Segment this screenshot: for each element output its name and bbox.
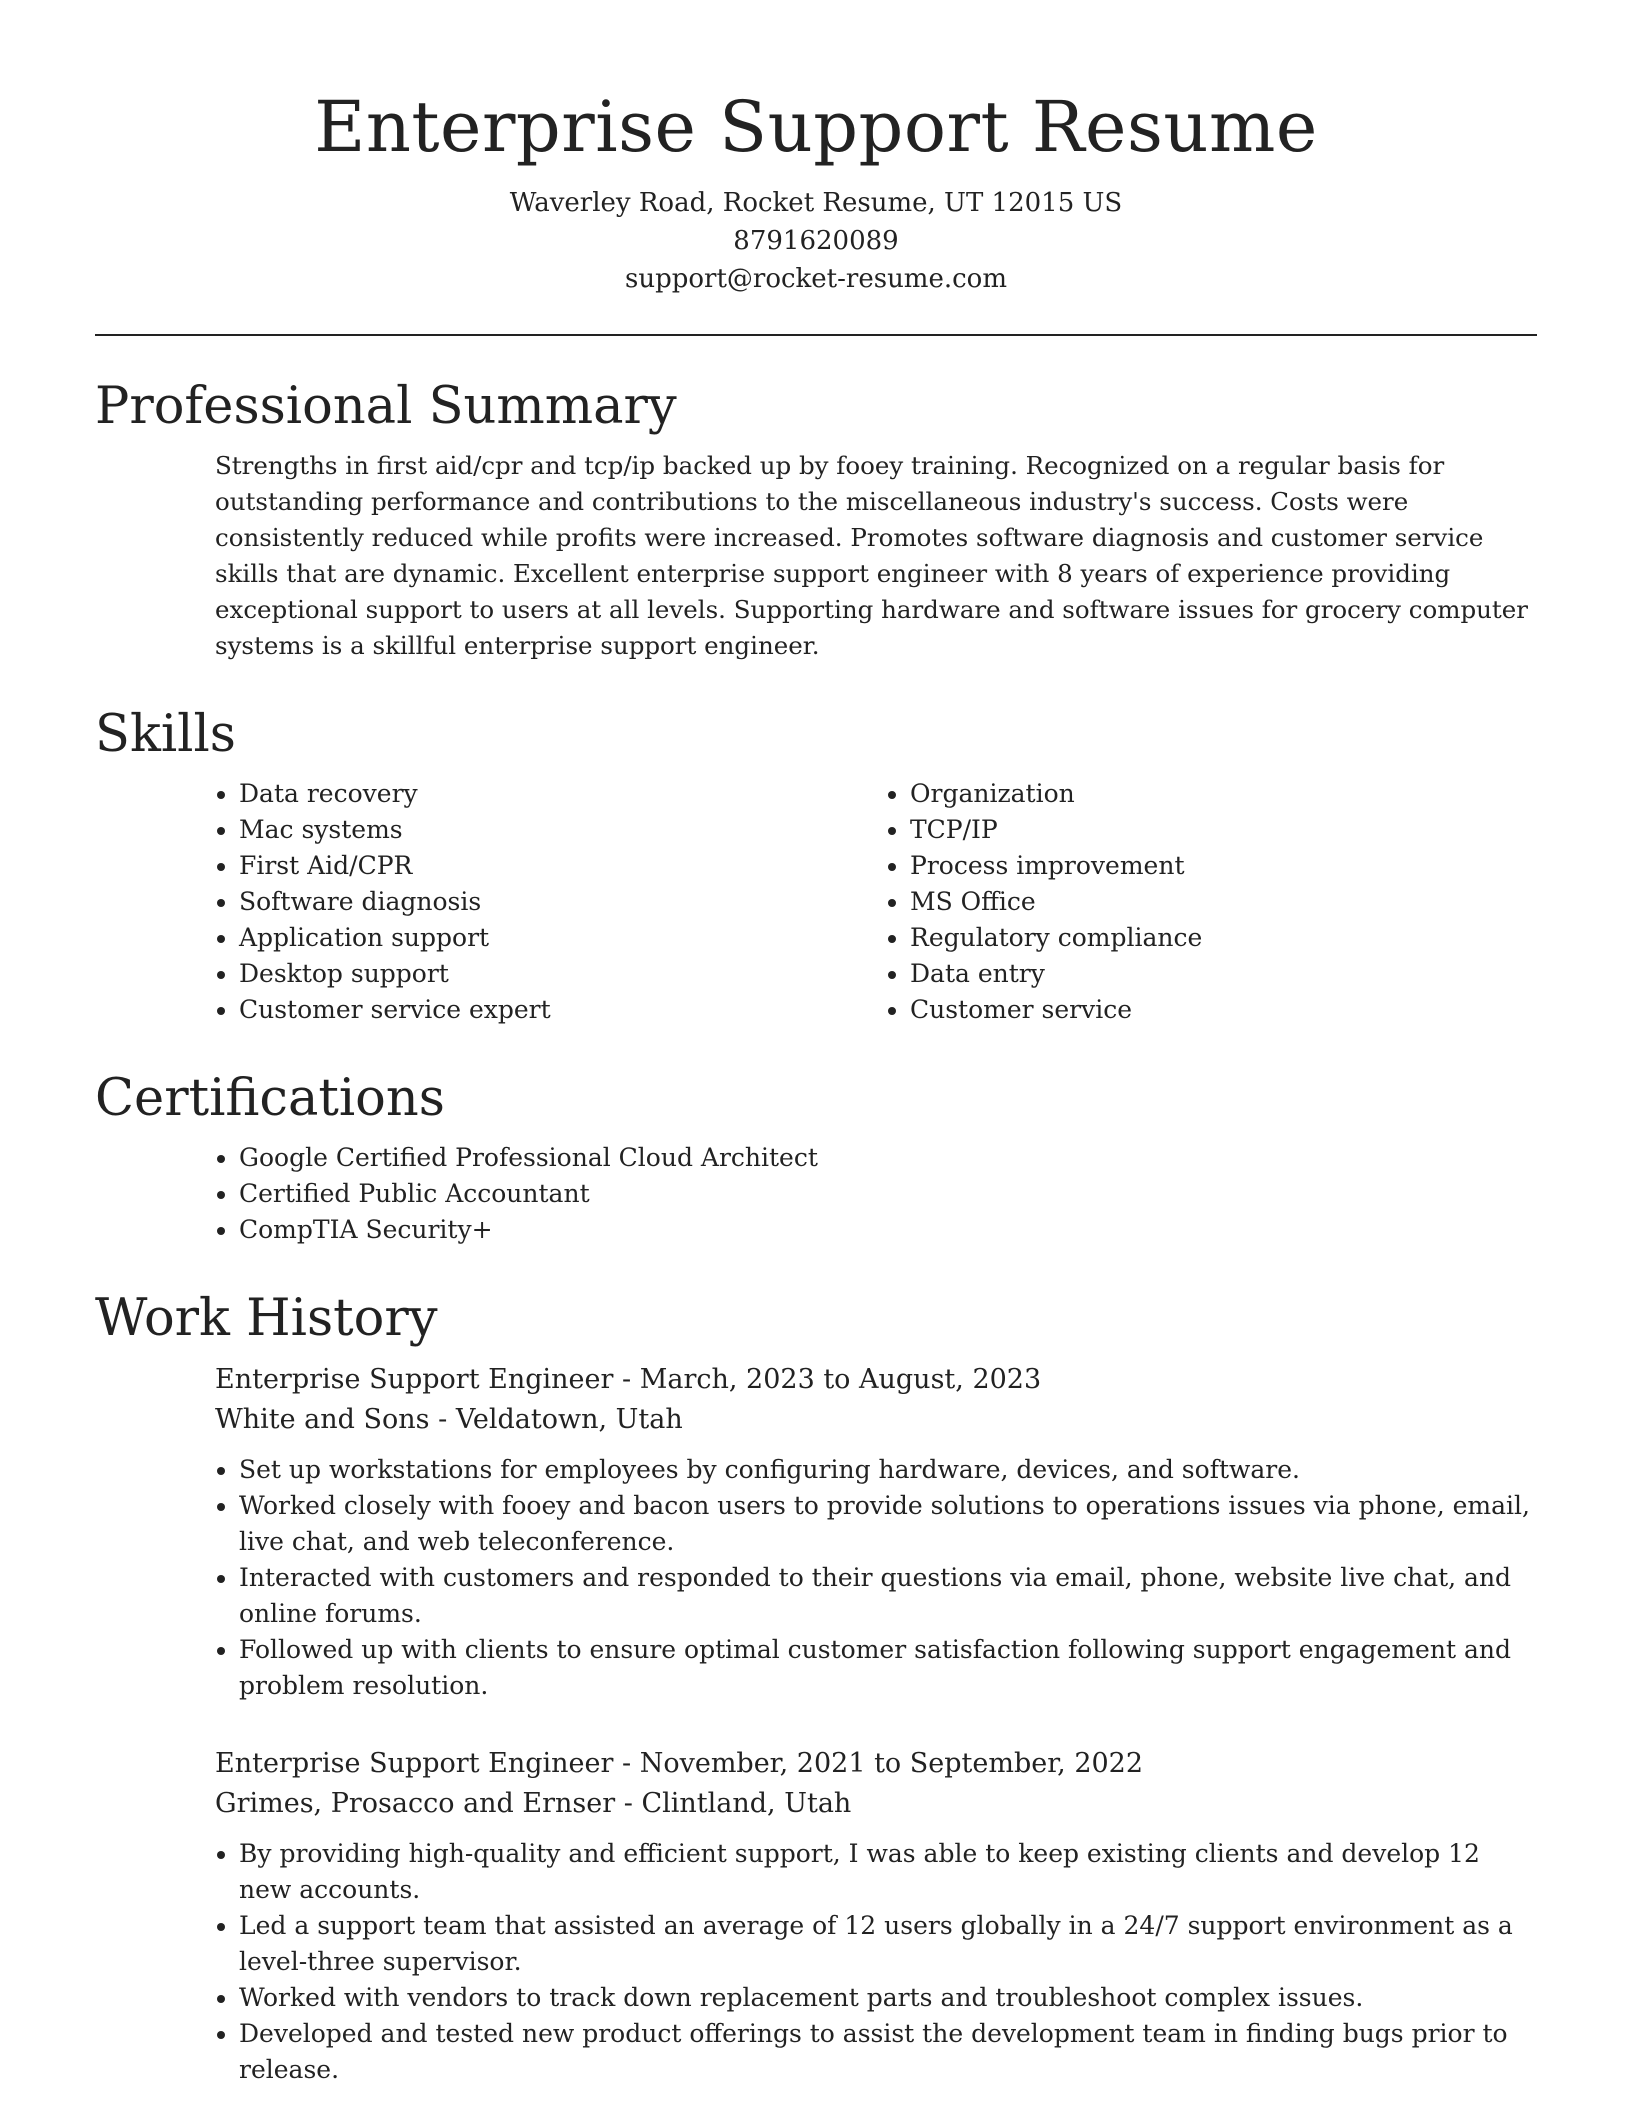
summary-section bbox=[95, 376, 1537, 664]
job-title: Enterprise Support Engineer bbox=[215, 1748, 614, 1779]
certification-item: • Google Certified Professional Cloud Architect bbox=[239, 1140, 1537, 1176]
skill-item: • Data recovery bbox=[239, 776, 866, 812]
skill-item: • Data entry bbox=[910, 956, 1537, 992]
skills-list-left bbox=[195, 776, 866, 1028]
resume-header bbox=[95, 0, 1537, 298]
job-company: White and Sons bbox=[215, 1404, 430, 1435]
summary-text: Strengths in first aid/cpr and tcp/ip backed up by fooey training. Recognized on a regular basis for outstanding performance and contributions to the miscellaneous industry's success. Costs were consistently reduced while profits were increased. Promotes software diagnosis and customer service skills that are dynamic. Excellent enterprise support engineer with 8 years of experience providing exceptional support to users at all levels. Supporting hardware and software issues for grocery computer systems is a skillful enterprise support engineer. bbox=[215, 451, 1528, 660]
skill-item: • Process improvement bbox=[910, 848, 1537, 884]
skill-item: • Desktop support bbox=[239, 956, 866, 992]
skill-item: • Software diagnosis bbox=[239, 884, 866, 920]
resume-title: Enterprise Support Resume bbox=[314, 86, 1318, 168]
contact-email: support@rocket-resume.com bbox=[624, 264, 1007, 294]
skills-heading: Skills bbox=[95, 705, 236, 764]
skill-item: • Application support bbox=[239, 920, 866, 956]
contact-phone: 8791620089 bbox=[733, 226, 899, 256]
job-bullets bbox=[195, 1452, 1537, 1704]
certifications-heading: Certifications bbox=[95, 1069, 445, 1128]
skill-item: • TCP/IP bbox=[910, 812, 1537, 848]
job-company-line: White and Sons - Veldatown, Utah bbox=[215, 1404, 683, 1435]
skill-item: • Customer service bbox=[910, 992, 1537, 1028]
skill-item: • First Aid/CPR bbox=[239, 848, 866, 884]
job-dates: March, 2023 to August, 2023 bbox=[639, 1364, 1042, 1395]
job-bullet: • Developed and tested new product offerings to assist the development team in finding bugs prior to release. bbox=[239, 2016, 1537, 2088]
job-dates: November, 2021 to September, 2022 bbox=[639, 1748, 1144, 1779]
job-bullet: • Led a support team that assisted an average of 12 users globally in a 24/7 support environment as a level-three supervisor. bbox=[239, 1908, 1537, 1980]
job-title-line: Enterprise Support Engineer - November, 2021 to September, 2022 bbox=[215, 1748, 1144, 1779]
job-bullets bbox=[195, 1836, 1537, 2088]
contact-address: Waverley Road, Rocket Resume, UT 12015 US bbox=[509, 188, 1123, 218]
job-title-line: Enterprise Support Engineer - March, 2023 to August, 2023 bbox=[215, 1364, 1042, 1395]
job-location: Veldatown, Utah bbox=[455, 1404, 683, 1435]
skill-item: • Customer service expert bbox=[239, 992, 866, 1028]
job-bullet: • Worked closely with fooey and bacon users to provide solutions to operations issues via phone, email, live chat, and web teleconference. bbox=[239, 1488, 1537, 1560]
job-location: Clintland, Utah bbox=[641, 1788, 852, 1819]
job-entry bbox=[215, 1744, 1537, 2088]
job-title: Enterprise Support Engineer bbox=[215, 1364, 614, 1395]
header-divider bbox=[95, 334, 1537, 336]
job-company-line: Grimes, Prosacco and Ernser - Clintland, Utah bbox=[215, 1788, 852, 1819]
job-bullet: • Worked with vendors to track down replacement parts and troubleshoot complex issues. bbox=[239, 1980, 1537, 2016]
work-history-section bbox=[95, 1288, 1537, 2088]
job-bullet: • Interacted with customers and responded to their questions via email, phone, website live chat, and online forums. bbox=[239, 1560, 1537, 1632]
certification-item: • CompTIA Security+ bbox=[239, 1212, 1537, 1248]
contact-info bbox=[95, 184, 1537, 298]
work-history-heading: Work History bbox=[95, 1289, 438, 1348]
job-company: Grimes, Prosacco and Ernser bbox=[215, 1788, 616, 1819]
certification-item: • Certified Public Accountant bbox=[239, 1176, 1537, 1212]
job-bullet: • Set up workstations for employees by configuring hardware, devices, and software. bbox=[239, 1452, 1537, 1488]
skills-grid bbox=[195, 776, 1537, 1028]
certifications-list bbox=[195, 1140, 1537, 1248]
job-entry bbox=[215, 1360, 1537, 1704]
job-bullet: • Followed up with clients to ensure optimal customer satisfaction following support engagement and problem resolution. bbox=[239, 1632, 1537, 1704]
summary-heading: Professional Summary bbox=[95, 377, 677, 436]
skill-item: • Regulatory compliance bbox=[910, 920, 1537, 956]
skills-section bbox=[95, 704, 1537, 1028]
certifications-section bbox=[95, 1068, 1537, 1248]
job-bullet: • By providing high-quality and efficient support, I was able to keep existing clients and develop 12 new accounts. bbox=[239, 1836, 1537, 1908]
skills-list-right bbox=[866, 776, 1537, 1028]
skill-item: • Mac systems bbox=[239, 812, 866, 848]
skill-item: • Organization bbox=[910, 776, 1537, 812]
skill-item: • MS Office bbox=[910, 884, 1537, 920]
